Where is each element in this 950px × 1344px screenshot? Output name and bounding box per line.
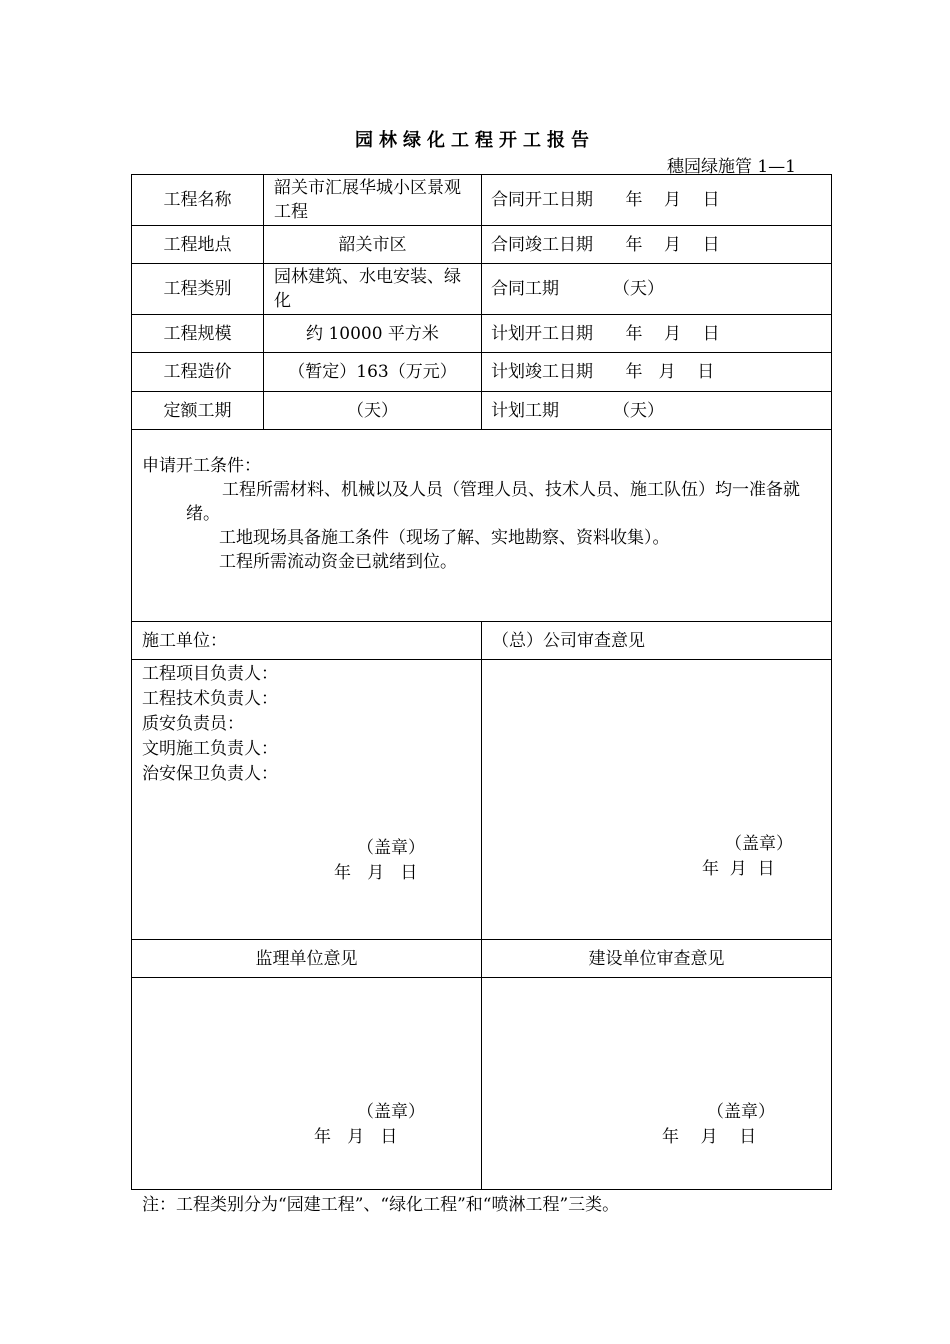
value-project-location: 韶关市区 [264, 226, 482, 264]
label-planned-start: 计划开工日期 [491, 323, 593, 344]
owner-review-heading: 建设单位审查意见 [482, 940, 832, 978]
label-planned-end: 计划竣工日期 [491, 362, 593, 382]
label-project-type: 工程类别 [132, 264, 264, 315]
role-project-manager: 工程项目负责人： [142, 664, 278, 684]
planned-end-date [482, 353, 832, 392]
contract-end-date [482, 226, 832, 264]
contract-start-date [482, 175, 832, 226]
row-quota-duration [132, 392, 832, 430]
label-project-location: 工程地点 [132, 226, 264, 264]
label-quota-duration: 定额工期 [132, 392, 264, 430]
owner-review-box [482, 978, 832, 1190]
value-planned-start: 年 月 日 [625, 323, 720, 344]
footnote: 注：工程类别分为“园建工程”、“绿化工程”和“喷淋工程”三类。 [142, 1195, 620, 1215]
supervision-stamp: （盖章） [357, 1102, 425, 1122]
value-quota-duration: （天） [264, 392, 482, 430]
row-project-type [132, 264, 832, 315]
label-project-cost: 工程造价 [132, 353, 264, 392]
label-contract-duration: 合同工期 [491, 279, 559, 299]
value-planned-end: 年 月 日 [625, 362, 715, 382]
label-project-scale: 工程规模 [132, 315, 264, 353]
company-review-stamp: （盖章） [725, 834, 793, 854]
construction-unit-date: 年 月 日 [334, 863, 418, 883]
row-review-headers [132, 940, 832, 978]
company-review-heading: （总）公司审查意见 [482, 622, 832, 660]
label-contract-end: 合同竣工日期 [491, 234, 593, 255]
supervision-box [132, 978, 482, 1190]
construction-unit-box [132, 660, 482, 940]
conditions-heading: 申请开工条件： [142, 456, 261, 476]
construction-unit-heading: 施工单位： [132, 622, 482, 660]
row-project-name [132, 175, 832, 226]
contract-duration [482, 264, 832, 315]
label-contract-start: 合同开工日期 [491, 190, 593, 210]
owner-review-stamp: （盖章） [707, 1102, 775, 1122]
start-conditions [132, 430, 832, 622]
company-review-box [482, 660, 832, 940]
label-planned-duration: 计划工期 [491, 400, 559, 421]
row-unit-headers [132, 622, 832, 660]
value-project-scale: 约 10000 平方米 [264, 315, 482, 353]
row-conditions [132, 430, 832, 622]
row-project-scale [132, 315, 832, 353]
construction-unit-stamp: （盖章） [357, 838, 425, 858]
row-project-cost [132, 353, 832, 392]
company-review-date: 年 月 日 [702, 859, 775, 879]
owner-review-date: 年 月 日 [662, 1127, 757, 1147]
value-project-cost: （暂定）163（万元） [264, 353, 482, 392]
row-project-location [132, 226, 832, 264]
condition-item-2: 工地现场具备施工条件（现场了解、实地勘察、资料收集）。 [219, 528, 670, 548]
condition-item-3: 工程所需流动资金已就绪到位。 [219, 552, 457, 572]
value-planned-duration: （天） [613, 400, 665, 421]
form-code: 穗园绿施管 1—1 [666, 157, 796, 177]
value-project-type: 园林建筑、水电安装、绿化 [264, 264, 482, 315]
supervision-heading: 监理单位意见 [132, 940, 482, 978]
role-security: 治安保卫负责人： [142, 764, 278, 784]
row-review-signatures [132, 978, 832, 1190]
value-project-name: 韶关市汇展华城小区景观工程 [264, 175, 482, 226]
report-title: 园林绿化工程开工报告 [355, 130, 595, 151]
planned-start-date [482, 315, 832, 353]
planned-duration [482, 392, 832, 430]
condition-item-1: 工程所需材料、机械以及人员（管理人员、技术人员、施工队伍）均一准备就绪。 [186, 480, 800, 524]
role-technical-lead: 工程技术负责人： [142, 689, 278, 709]
row-unit-signatures [132, 660, 832, 940]
role-civilized-construction: 文明施工负责人： [142, 739, 278, 759]
supervision-date: 年 月 日 [314, 1127, 398, 1147]
report-form [131, 174, 832, 1190]
label-project-name: 工程名称 [132, 175, 264, 226]
value-contract-start: 年 月 日 [625, 190, 720, 210]
role-quality-safety: 质安负责员： [142, 714, 244, 734]
value-contract-duration: （天） [613, 279, 665, 299]
value-contract-end: 年 月 日 [625, 234, 720, 255]
